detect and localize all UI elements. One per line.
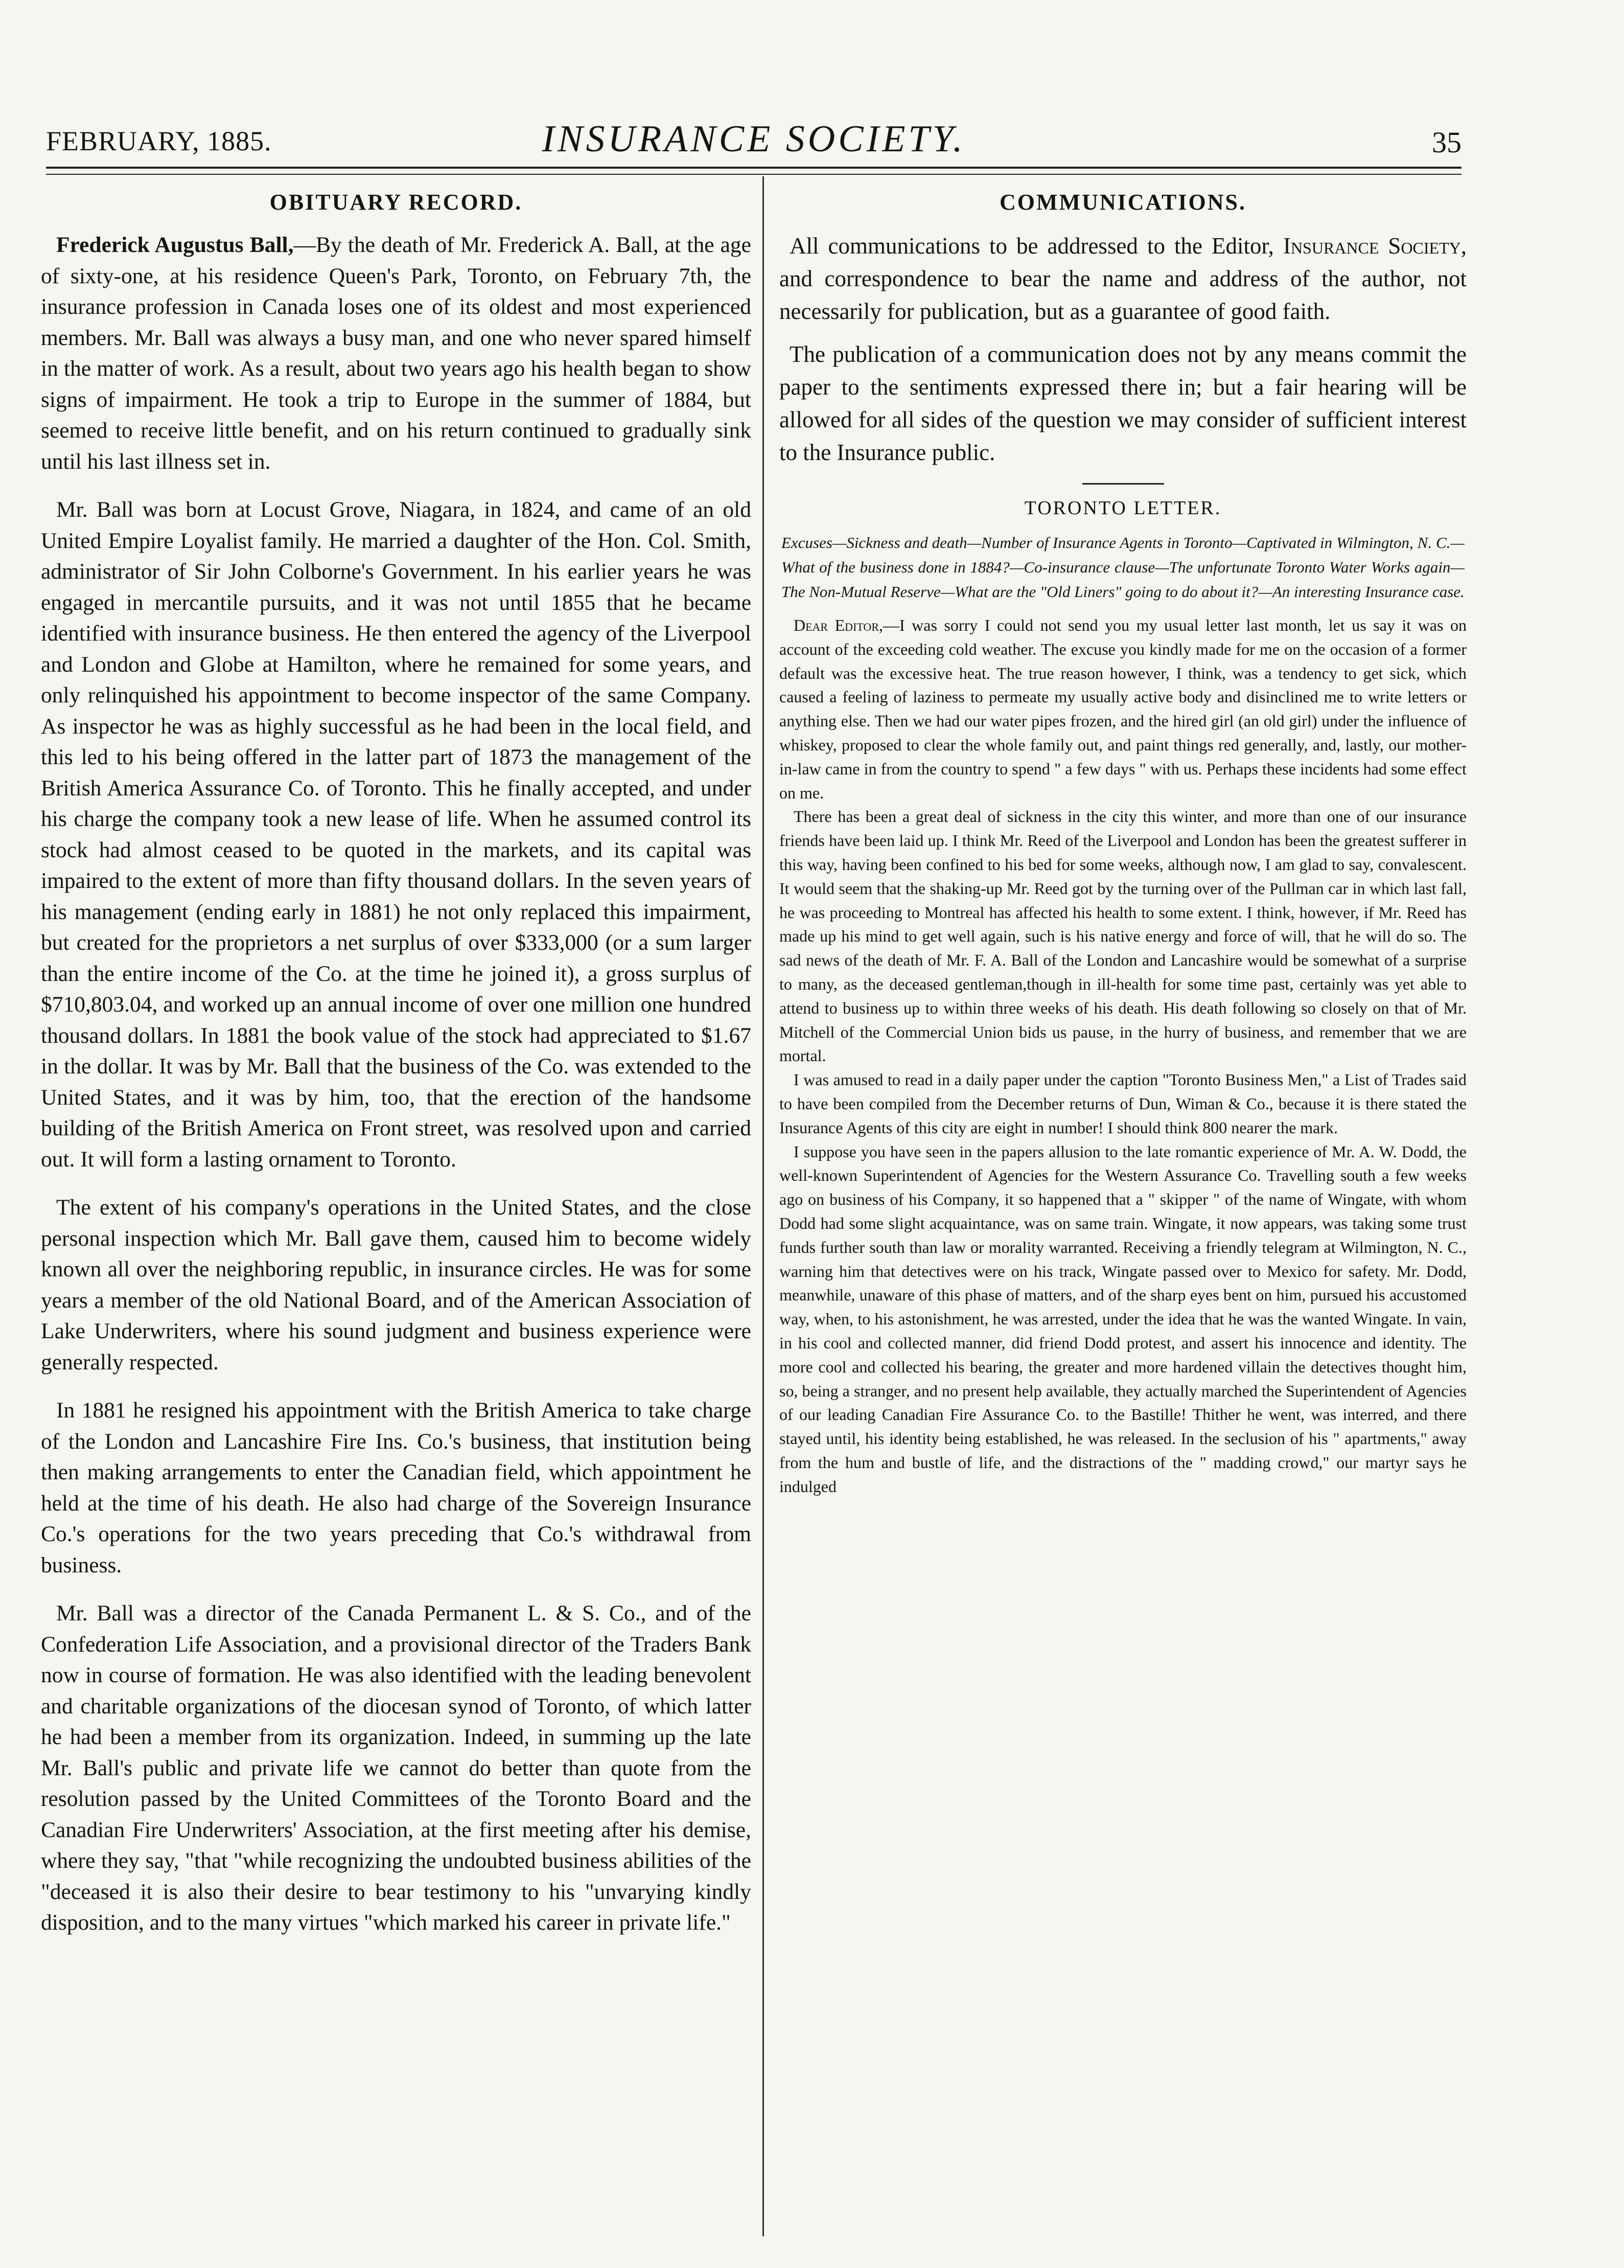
issue-date: FEBRUARY, 1885. xyxy=(46,126,272,156)
running-head xyxy=(46,118,1461,164)
newspaper-page xyxy=(31,0,1467,2268)
letter-paragraph-2: There has been a great deal of sickness in the city this winter, and more than one of our insurance friends have been laid up. I think Mr. Reed of the Liverpool and London has been the greatest sufferer in this way, having been confined to his bed for some weeks, although now, I am glad to say, convalescent. It would seem that the shaking-up Mr. Reed got by the turning over of the Pullman car in which last fall, he was proceeding to Montreal has affected his health to some extent. I think, however, if Mr. Reed has made up his mind to get well again, such is his native energy and force of will, that he will do so. The sad news of the death of Mr. F. A. Ball of the London and Lancashire would be somewhat of a surprise to many, as the deceased gentleman,though in ill-health for some time past, certainly was yet able to attend to business up to within three weeks of his death. His death following so closely on that of Mr. Mitchell of the Commercial Union bids us pause, in the hurry of business, and remember that we are mortal. xyxy=(779,807,1467,1065)
obituary-paragraph-2: Mr. Ball was born at Locust Grove, Niagara, in 1824, and came of an old United Empire Loyalist family. He married a daughter of the Hon. Col. Smith, administrator of Sir John Colborne's Government. In his earlier years he was engaged in mercantile pursuits, and it was not until 1855 that he became identified with insurance business. He then entered the agency of the Liverpool and London and Globe at Hamilton, where he remained for some years, and only relinquished his appointment to become inspector of the same Company. As inspector he was as highly successful as he had been in the local field, and this led to his being offered in the latter part of 1873 the management of the British America Assurance Co. of Toronto. This he finally accepted, and under his charge the company took a new lease of life. When he assumed control its stock had almost ceased to be quoted in the markets, and its capital was impaired to the extent of more than fifty thousand dollars. In the seven years of his management (ending early in 1881) he not only replaced this impairment, but created for the proprietors a net surplus of over $333,000 (or a sum larger than the entire income of the Co. at the time he joined it), a gross surplus of $710,803.04, and worked up an annual income of over one million one hundred thousand dollars. In 1881 the book value of the stock had appreciated to $1.67 in the dollar. It was by Mr. Ball that the business of the Co. was extended to the United States, and it was by him, too, that the erection of the handsome building of the British America on Front street, was resolved upon and carried out. It will form a lasting ornament to Toronto. xyxy=(41,497,751,1172)
obituary-paragraph-5: Mr. Ball was a director of the Canada Permanent L. & S. Co., and of the Confederation Life Association, and a provisional director of the Traders Bank now in course of formation. He was also identified with the leading benevolent and charitable organizations of the diocesan synod of Toronto, of which latter he had been a member from its organization. Indeed, in summing up the late Mr. Ball's public and private life we cannot do better than quote from the resolution passed by the United Committees of the Toronto Board and the Canadian Fire Underwriters' Association, at the first meeting after his demise, where they say, "that "while recognizing the undoubted business abilities of the "deceased it is also their desire to bear testimony to his "unvarying kindly disposition, and to the many virtues "which marked his career in private life." xyxy=(41,1601,751,1935)
communications-paragraph-1: All communications to be addressed to the Editor, Insurance Society, and correspondence to bear the name and address of the author, not necessarily for publication, but as a guarantee of good faith. xyxy=(779,233,1467,324)
toronto-letter-heading: TORONTO LETTER. xyxy=(1024,497,1222,519)
communications-heading: COMMUNICATIONS. xyxy=(1000,190,1246,215)
letter-paragraph-4: I suppose you have seen in the papers allusion to the late romantic experience of Mr. A. W. Dodd, the well-known Superintendent of Agencies for the Western Assurance Co. Travelling south a few weeks ago on business of his Company, it so happened that a " skipper " of the name of Wingate, with whom Dodd had some slight acquaintance, was on same train. Wingate, it now appears, was taking some trust funds further south than law or morality warranted. Receiving a friendly telegram at Wilmington, N. C., warning him that detectives were on his track, Wingate passed over to Mexico for safety. Mr. Dodd, meanwhile, unaware of this phase of matters, and of the sharp eyes bent on him, pursued his accustomed way, when, to his astonishment, he was arrested, under the idea that he was the wanted Wingate. In vain, in his cool and collected manner, did friend Dodd protest, and assert his innocence and identity. The more cool and collected his bearing, the greater and more hardened villain the detectives thought him, so, being a stranger, and no present help available, they actually marched the Superintendent of Agencies of our leading Canadian Fire Assurance Co. to the Bastille! Thither he went, was interred, and there stayed until, his identity being established, he was released. In the seclusion of his " apartments," away from the hum and bustle of life, and the distractions of the " madding crowd," our martyr says he indulged xyxy=(779,1142,1467,1496)
publication-title: INSURANCE SOCIETY. xyxy=(542,118,966,160)
obituary-paragraph-4: In 1881 he resigned his appointment with the British America to take charge of the London and Lancashire Fire Ins. Co.'s business, that institution being then making arrangements to enter the Canadian field, which appointment he held at the time of his death. He also had charge of the Sovereign Insurance Co.'s operations for the two years preceding that Co.'s withdrawal from business. xyxy=(41,1398,751,1577)
letter-paragraph-3: I was amused to read in a daily paper under the caption "Toronto Business Men," a List of Trades said to have been compiled from the December returns of Dun, Wiman & Co., because it is there stated the Insurance Agents of this city are eight in number! I should think 800 nearer the mark. xyxy=(779,1070,1467,1137)
communications-paragraph-2: The publication of a communication does not by any means commit the paper to the sentiments expressed there in; but a fair hearing will be allowed for all sides of the question we may consider of sufficient interest to the Insurance public. xyxy=(779,341,1467,465)
obituary-column xyxy=(41,189,751,2244)
communications-section xyxy=(779,189,1467,469)
toronto-letter-section xyxy=(779,497,1467,1498)
publication-name-smallcaps: Insurance Society xyxy=(1283,233,1461,259)
communications-column xyxy=(779,189,1467,2244)
toronto-letter-synopsis: Excuses—Sickness and death—Number of Insurance Agents in Toronto—Captivated in Wilmington, N. C.—What of the business done in 1884?—Co-insurance clause—The unfortunate Toronto Water Works again—The Non-Mutual Reserve—What are the "Old Liners" going to do about it?—An interesting Insurance case. xyxy=(781,534,1465,601)
obituary-paragraph-1-text: —By the death of Mr. Frederick A. Ball, at the age of sixty-one, at his residence Queen's Park, Toronto, on February 7th, the insurance profession in Canada loses one of its oldest and most experienced members. Mr. Ball was always a busy man, and one who never spared himself in the matter of work. As a result, about two years ago his health began to show signs of impairment. He took a trip to Europe in the summer of 1884, but seemed to receive little benefit, and on his return continued to gradually sink until his last illness set in. xyxy=(41,233,751,474)
header-rule-thin xyxy=(46,174,1461,175)
page-number: 35 xyxy=(1432,126,1461,159)
header-rule xyxy=(46,167,1461,169)
letter-salutation: Dear Editor, xyxy=(794,616,883,634)
obituary-paragraph-3: The extent of his company's operations in the United States, and the close personal inspection which Mr. Ball gave them, caused him to become widely known all over the neighboring republic, in insurance circles. He was for some years a member of the old National Board, and of the American Association of Lake Underwriters, where his sound judgment and business experience were generally respected. xyxy=(41,1195,751,1374)
obituary-paragraph-1 xyxy=(41,230,751,477)
obituary-subject-name: Frederick Augustus Ball, xyxy=(56,233,294,257)
section-divider xyxy=(1082,483,1164,485)
letter-paragraph-1: Dear Editor,—I was sorry I could not send you my usual letter last month, let us say it was on account of the exceeding cold weather. The excuse you kindly made for me on the occasion of a former default was the excessive heat. The true reason however, I think, was a tendency to get sick, which caused a feeling of laziness to permeate my usually active body and disinclined me to write letters or anything else. Then we had our water pipes frozen, and the hired girl (an old girl) under the influence of whiskey, proposed to clear the whole family out, and paint things red generally, and, lastly, our mother-in-law came in from the country to spend " a few days " with us. Perhaps these incidents had some effect on me. xyxy=(779,616,1467,802)
obituary-heading: OBITUARY RECORD. xyxy=(269,190,523,215)
column-divider xyxy=(762,176,764,2236)
